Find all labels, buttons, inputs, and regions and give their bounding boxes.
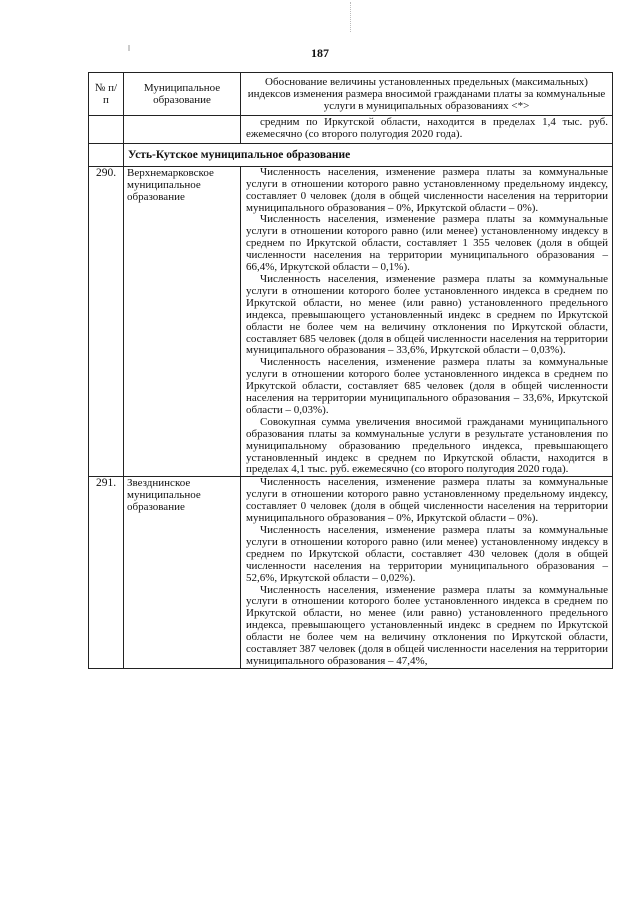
continuation-row [89, 116, 613, 144]
paragraph: Численность населения, изменение размера платы за коммунальные услуги в отношении которого равно (или менее) установленному индексу в среднем по Иркутской области, составляет 1 355 человек (доля в общей численности населения на территории муниципального образования – 66,4%, Иркутской области – 0,1%). [246, 213, 608, 274]
section-title: Усть-Кутское муниципальное образование [124, 143, 613, 166]
paragraph: Численность населения, изменение размера платы за коммунальные услуги в отношении которого более установленного индекса в среднем по Иркутской области, составляет 685 человек (доля в общей численности населения на территории муниципального образования – 33,6%, Иркутской области – 0,03%). [246, 356, 608, 416]
paragraph: Численность населения, изменение размера платы за коммунальные услуги в отношении которого равно установленному предельному индексу, составляет 0 человек (доля в общей численности населения на территории муниципального образования – 0%, Иркутской области – 0%). [246, 476, 608, 525]
paragraph: Численность населения, изменение размера платы за коммунальные услуги в отношении которого более установленного индекса в среднем по Иркутской области, но менее (или равно) установленного предельного индекса, превышающего установленный индекс в среднем по Иркутской области не более чем на величину отклонения по Иркутской области, составляет 685 человек (доля в общей численности населения на территории муниципального образования – 33,6%, Иркутской области – 0,03%). [246, 272, 608, 357]
row-municipality: Звезднинское муниципальное образование [124, 477, 241, 669]
paragraph: Численность населения, изменение размера платы за коммунальные услуги в отношении которого равно (или менее) установленному индексу в среднем по Иркутской области, составляет 430 человек (доля в общей численности населения на территории муниципального образования – 52,6%, Иркутской области – 0,02%). [246, 524, 608, 584]
paragraph: Численность населения, изменение размера платы за коммунальные услуги в отношении которого равно установленному предельному индексу, составляет 0 человек (доля в общей численности населения на территории муниципального образования – 0%, Иркутской области – 0%). [246, 165, 608, 214]
header-justification: Обоснование величины установленных предельных (максимальных) индексов изменения размера вносимой гражданами платы за коммунальные услуги в муниципальных образованиях <*> [241, 73, 613, 116]
row-number: 291. [89, 477, 124, 669]
row-municipality: Верхнемарковское муниципальное образование [124, 166, 241, 477]
row-justification [241, 477, 613, 669]
justification-table [88, 72, 613, 669]
paragraph: Совокупная сумма увеличения вносимой гражданами муниципального образования платы за коммунальные услуги в результате установления по муниципальному образованию предельного индекса, превышающего установленный индекс в среднем по Иркутской области, находится в пределах 4,1 тыс. руб. ежемесячно (со второго полугодия 2020 года). [246, 415, 608, 476]
row-number: 290. [89, 166, 124, 477]
scan-artifact [350, 2, 359, 32]
continuation-text: средним по Иркутской области, находится в пределах 1,4 тыс. руб. ежемесячно (со второго полугодия 2020 года). [241, 116, 613, 144]
header-num: № п/п [89, 73, 124, 116]
table-row [89, 477, 613, 669]
header-municipality: Муниципальное образование [124, 73, 241, 116]
table-row [89, 166, 613, 477]
section-row [89, 143, 613, 166]
row-justification [241, 166, 613, 477]
paragraph: Численность населения, изменение размера платы за коммунальные услуги в отношении которого более установленного индекса в среднем по Иркутской области, но менее (или равно) установленного предельного индекса, превышающего установленный индекс в среднем по Иркутской области не более чем на величину отклонения по Иркутской области, составляет 387 человек (доля в общей численности населения на территории муниципального образования – 47,4%, [246, 583, 608, 667]
page-number: 187 [311, 46, 329, 60]
table-header-row [89, 73, 613, 116]
